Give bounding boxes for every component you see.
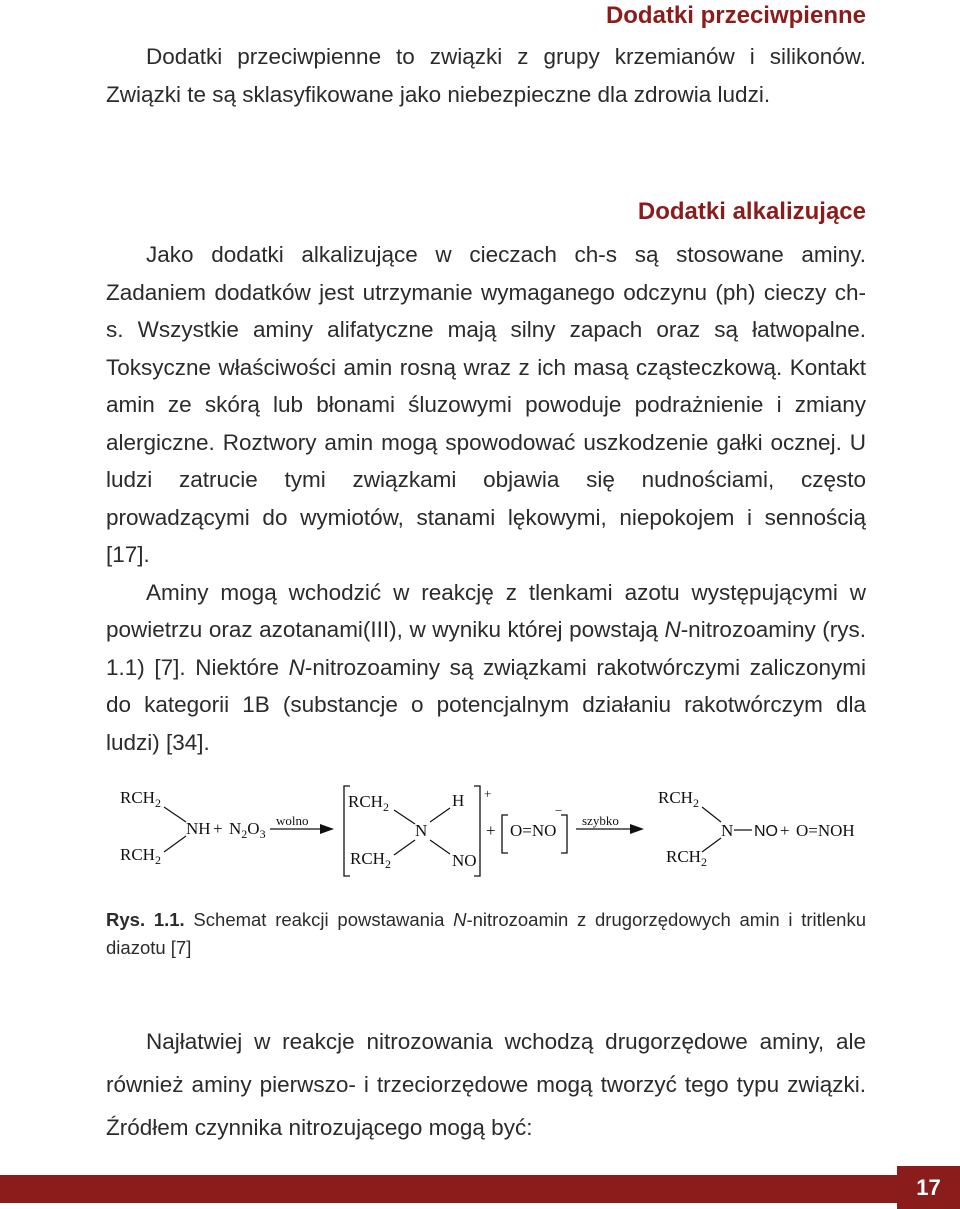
- rch2-label: $RCH_2$: [348, 792, 389, 814]
- rch2-label: $RCH_2$: [350, 849, 391, 871]
- italic-n: N: [664, 617, 681, 642]
- bond-line: [164, 836, 186, 852]
- italic-n: N: [288, 654, 305, 680]
- arrow-fast: [576, 813, 644, 834]
- italic-n: N: [453, 909, 467, 930]
- rch2-label: $RCH_2$: [666, 847, 707, 869]
- bond-line: [394, 810, 415, 824]
- bond-line: [394, 840, 415, 855]
- section-heading-alkalizing: Dodatki alkalizujące: [637, 198, 866, 225]
- nh-label: NH: [186, 819, 211, 838]
- text-span: -nitrozoaminy są związkami rakotwórczymi zaliczonymi do kategorii 1B (substancje o potencjalnym działaniu rakotwórczym dla ludzi) [34].: [106, 654, 867, 755]
- caption-text: -nitrozoamin z drugorzędowych amin i tritlenku diazotu [7]: [106, 909, 866, 958]
- intermediate-complex: [344, 786, 567, 876]
- reactant-amine: [120, 788, 266, 867]
- plus-sign: +: [213, 819, 223, 838]
- plus-sign: +: [780, 821, 790, 840]
- bond-line: [702, 838, 721, 852]
- rch2-label: $RCH_2$: [120, 788, 161, 810]
- arrow-label-fast: szybko: [582, 813, 619, 828]
- n-label: N: [415, 821, 428, 840]
- h-label: H: [452, 791, 465, 810]
- bond-line: [430, 808, 450, 822]
- bond-line: [702, 807, 721, 822]
- paragraph-text: Jako dodatki alkalizujące w cieczach ch-s są stosowane aminy. Zadaniem dodatków jest utrzymanie wymaganego odczynu (ph) cieczy ch-s. Wszystkie aminy alifatyczne mają silny zapach oraz są łatwopalne. Toksyczne właściwości amin rosną wraz z ich masą cząsteczkową. Kontakt amin ze skórą lub błonami śluzowymi powoduje podrażnienie i zmiany alergiczne. Roztwory amin mogą spowodować uszkodzenie gałki ocznej. U ludzi zatrucie tymi związkami objawia się nudnościami, często prowadzącymi do wymiotów, stanami lękowymi, niepokojem i sennością [17].: [106, 242, 866, 567]
- positive-charge: +: [484, 786, 492, 801]
- text-span: Aminy mogą wchodzić w reakcję z tlenkami azotu występującymi w powietrzu oraz azotanami(III), w wyniku której powstają: [106, 579, 866, 642]
- negative-charge: −: [555, 803, 563, 818]
- no-group-label: NO: [754, 823, 778, 840]
- text-span: -nitrozoaminy (rys. 1.1) [7]. Niektóre: [106, 617, 866, 680]
- caption-label: Rys. 1.1.: [106, 909, 185, 930]
- rch2-label: $RCH_2$: [658, 788, 699, 810]
- page-number: 17: [897, 1166, 960, 1209]
- n2o3-label: $N_2O_3$: [229, 819, 266, 841]
- bond-line: [430, 840, 450, 854]
- paragraph-antifoam: [106, 38, 866, 113]
- section-heading-antifoam: Dodatki przeciwpienne: [605, 2, 866, 29]
- n-label: N: [721, 821, 734, 840]
- product-nitrosamine: [658, 788, 855, 869]
- paragraph-text-nitrosamines: [106, 574, 866, 762]
- paragraph-alkalizing: [106, 236, 866, 761]
- paragraph-text: Najłatwiej w reakcje nitrozowania wchodzą drugorzędowe aminy, ale również aminy pierwszo- i trzeciorzędowe mogą tworzyć tego typu związki. Źródłem czynnika nitrozującego mogą być:: [106, 1029, 866, 1140]
- nitrite-label: O=NO: [510, 821, 557, 840]
- nitrous-acid-label: O=NOH: [796, 821, 855, 840]
- reaction-scheme-diagram: [118, 778, 878, 883]
- rch2-label: $RCH_2$: [120, 845, 161, 867]
- paragraph-nitrosation: [106, 1020, 866, 1149]
- caption-text: Schemat reakcji powstawania: [184, 909, 454, 930]
- bond-line: [164, 807, 186, 822]
- no-label: NO: [452, 851, 477, 870]
- footer-bar: [0, 1175, 897, 1203]
- paragraph-text: Dodatki przeciwpienne to związki z grupy krzemianów i silikonów. Związki te są sklasyfikowane jako niebezpieczne dla zdrowia ludzi.: [106, 44, 866, 107]
- arrow-slow: [270, 813, 334, 834]
- figure-caption: [106, 906, 866, 962]
- plus-sign: +: [486, 821, 496, 840]
- arrow-label-slow: wolno: [276, 813, 309, 828]
